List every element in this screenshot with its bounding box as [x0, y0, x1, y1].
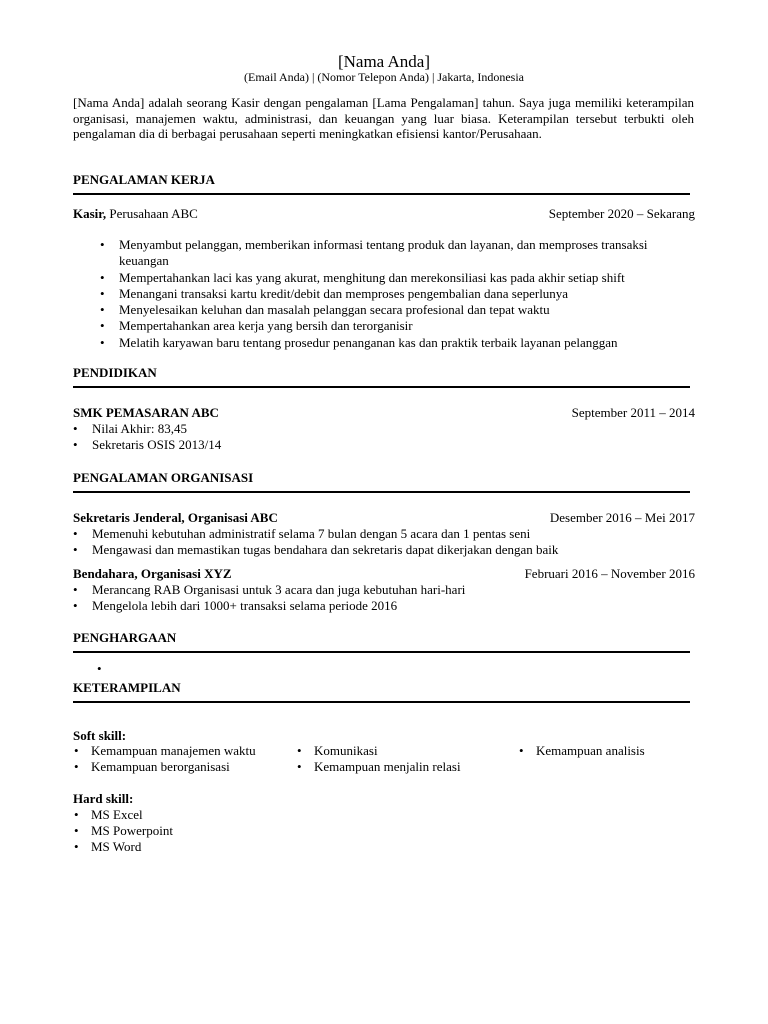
section-heading-experience: PENGALAMAN KERJA — [73, 172, 215, 187]
bullet-icon: • — [297, 758, 302, 774]
soft-skill-label: Soft skill: — [73, 728, 127, 743]
list-item: • MS Word — [74, 839, 142, 854]
hard-skill-label: Hard skill: — [73, 791, 134, 806]
list-item: • Kemampuan berorganisasi — [74, 758, 230, 774]
contact-line: (Email Anda) | (Nomor Telepon Anda) | Jakarta, Indonesia — [244, 70, 524, 84]
section-divider — [73, 651, 690, 653]
job-company: Perusahaan ABC — [109, 206, 198, 221]
list-item: • Mempertahankan area kerja yang bersih dan terorganisir — [100, 318, 413, 334]
org-role-entry — [73, 510, 695, 525]
bullet-icon: • — [74, 839, 79, 854]
education-date: September 2011 – 2014 — [571, 405, 695, 420]
org-role-title: Sekretaris Jenderal, Organisasi ABC — [73, 510, 278, 525]
bullet-icon: • — [74, 758, 79, 774]
soft-skill-list-col1 — [74, 743, 261, 774]
education-entry — [73, 405, 695, 420]
bullet-icon: • — [519, 743, 524, 758]
section-heading-skills: KETERAMPILAN — [73, 680, 181, 695]
bullet-icon: • — [74, 743, 79, 758]
org-role-date: Desember 2016 – Mei 2017 — [549, 510, 695, 525]
list-item: • Kemampuan manajemen waktu — [74, 743, 256, 758]
summary-paragraph: [Nama Anda] adalah seorang Kasir dengan pengalaman [Lama Pengalaman] tahun. Saya juga memiliki keterampilan organisasi, manajemen waktu, administrasi, dan keuangan yang luar biasa. Keterampilan tersebut terbukti oleh pengalaman dia di berbagai perusahaan seperti meningkatkan efisiensi kantor/Perusahaan. — [73, 95, 694, 141]
education-bullet-list — [73, 421, 492, 454]
section-divider — [73, 193, 690, 195]
section-heading-awards: PENGHARGAAN — [73, 630, 177, 645]
org-role-date: Februari 2016 – November 2016 — [524, 566, 695, 581]
list-item: • Kemampuan menjalin relasi — [297, 758, 461, 774]
org-role-bullet-list — [73, 582, 692, 615]
bullet-icon: • — [100, 285, 105, 301]
resume-name: [Nama Anda] — [337, 52, 431, 71]
bullet-icon: • — [73, 598, 78, 614]
job-title: Kasir, Perusahaan ABC — [73, 206, 198, 221]
job-date: September 2020 – Sekarang — [548, 206, 695, 221]
soft-skill-list-col3 — [519, 743, 696, 759]
empty-bullet-icon: • — [97, 661, 102, 676]
list-item: • Menyelesaikan keluhan dan masalah pelanggan secara profesional dan tepat waktu — [100, 302, 550, 318]
bullet-icon: • — [100, 318, 105, 334]
job-entry — [73, 206, 695, 221]
bullet-icon: • — [73, 526, 78, 541]
list-item: • Sekretaris OSIS 2013/14 — [73, 437, 222, 453]
list-item: • Mengawasi dan memastikan tugas bendahara dan sekretaris dapat dikerjakan dengan baik — [73, 542, 559, 558]
list-item: • Mempertahankan laci kas yang akurat, menghitung dan merekonsiliasi kas pada akhir setiap shift — [100, 269, 625, 285]
section-divider — [73, 491, 690, 493]
bullet-icon: • — [73, 437, 78, 453]
bullet-icon: • — [100, 269, 105, 285]
soft-skill-list-col2 — [297, 743, 464, 774]
org-role-entry — [73, 566, 695, 581]
list-item: • Nilai Akhir: 83,45 — [73, 421, 187, 436]
section-heading-education: PENDIDIKAN — [73, 365, 157, 380]
bullet-icon: • — [100, 334, 105, 350]
bullet-icon: • — [297, 743, 302, 758]
bullet-icon: • — [100, 302, 105, 318]
list-item: • MS Powerpoint — [74, 823, 173, 838]
bullet-icon: • — [73, 421, 78, 436]
school-name: SMK PEMASARAN ABC — [73, 405, 219, 420]
section-divider — [73, 701, 690, 703]
org-role-bullet-list — [73, 526, 692, 559]
list-item: • Melatih karyawan baru tentang prosedur penanganan kas dan praktik terbaik layanan pelanggan — [100, 334, 618, 350]
bullet-icon: • — [74, 823, 79, 838]
bullet-icon: • — [74, 807, 79, 822]
list-item: • Memenuhi kebutuhan administratif selama 7 bulan dengan 5 acara dan 1 pentas seni — [73, 526, 531, 541]
list-item: • MS Excel — [74, 807, 143, 822]
bullet-icon: • — [100, 237, 105, 252]
hard-skill-list — [74, 807, 291, 855]
list-item: • Merancang RAB Organisasi untuk 3 acara dan juga kebutuhan hari-hari — [73, 582, 466, 597]
bullet-icon: • — [73, 542, 78, 558]
section-heading-organization: PENGALAMAN ORGANISASI — [73, 470, 254, 485]
list-item: • Mengelola lebih dari 1000+ transaksi selama periode 2016 — [73, 598, 398, 614]
bullet-icon: • — [73, 582, 78, 597]
section-divider — [73, 386, 690, 388]
list-item: • Menangani transaksi kartu kredit/debit dan memproses pengembalian dana seperlunya — [100, 285, 569, 301]
job-bullet-list — [100, 237, 664, 351]
list-item: • Kemampuan analisis — [519, 743, 645, 758]
list-item: • Komunikasi — [297, 743, 378, 758]
org-role-title: Bendahara, Organisasi XYZ — [73, 566, 232, 581]
list-item: • Menyambut pelanggan, memberikan informasi tentang produk dan layanan, dan memproses transaksi keuangan — [100, 237, 648, 269]
